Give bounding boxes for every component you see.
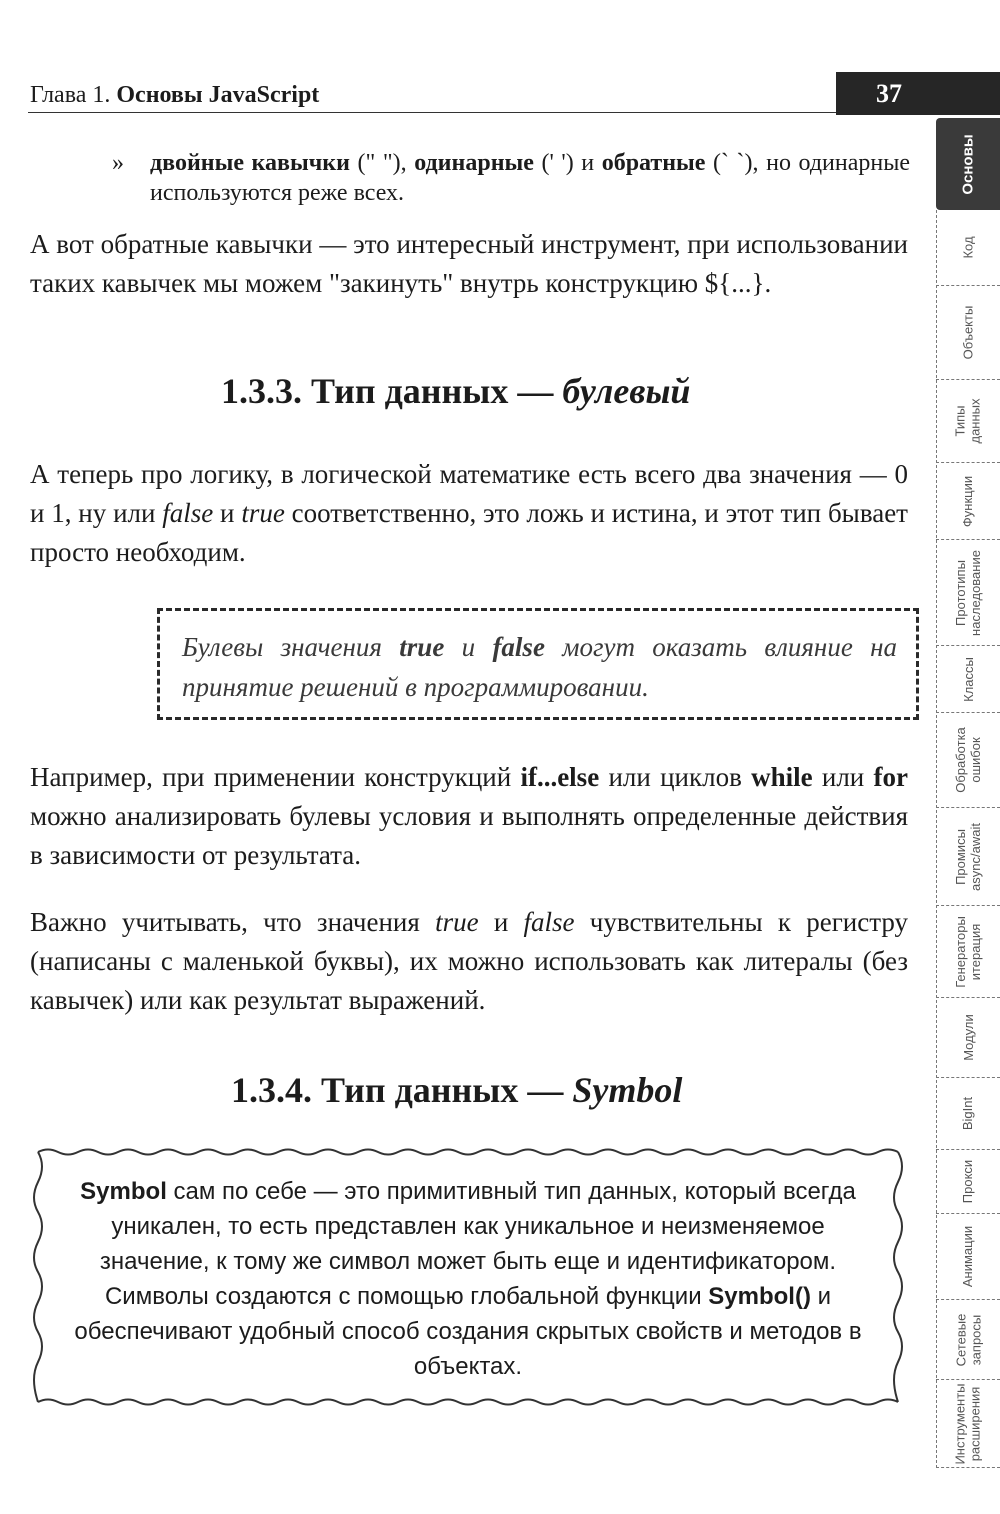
chapter-tab[interactable] xyxy=(936,906,1000,998)
case-false: false xyxy=(523,907,575,937)
case-text-2: и xyxy=(478,907,524,937)
chapter-tab[interactable] xyxy=(936,1150,1000,1214)
chapter-tab-label: Модули xyxy=(960,1014,976,1061)
note-text-3: могут оказать влияние на принятие решений в программировании. xyxy=(182,632,898,702)
chapter-tab-label: Сетевые запросы xyxy=(953,1313,983,1366)
chapter-tab[interactable] xyxy=(936,118,1000,210)
chapter-tab-label: Обработка ошибок xyxy=(953,727,984,793)
paragraph-backticks: А вот обратные кавычки — это интересный инструмент, при использовании таких кавычек мы можем "закинуть" внутрь конструкцию ${...}. xyxy=(30,229,908,298)
definition-text-2: и обеспечивают удобный способ создания скрытых свойств и методов в объектах. xyxy=(74,1283,862,1380)
chapter-tab-label: Типы данных xyxy=(953,398,983,444)
definition-text xyxy=(68,1174,868,1384)
definition-text-1: сам по себе — это примитивный тип данных, который всегда уникален, то есть представлен как уникальное и неизменяемое значение, к тому же символ может быть еще и идентификатором. Символы создаются с помощью глобальной функции xyxy=(99,1178,856,1310)
chapter-tab[interactable] xyxy=(936,998,1000,1078)
section-heading-symbol xyxy=(231,1069,682,1111)
chapter-tab-label: Классы xyxy=(960,656,976,702)
section-heading-prefix: 1.3.4. Тип данных — xyxy=(231,1070,573,1110)
chapter-tab-label: Объекты xyxy=(960,305,976,360)
definition-box xyxy=(28,1146,908,1408)
section-heading-prefix: 1.3.3. Тип данных — xyxy=(221,371,563,411)
chapter-tab[interactable] xyxy=(936,808,1000,906)
chapter-tab-label: Промисы async/await xyxy=(953,822,984,891)
bullet-text-2: (" "), xyxy=(349,150,415,176)
bullet-text-4: (' ') и xyxy=(533,150,602,176)
logic-text-3: соответственно, это ложь и истина, и этот тип бывает просто необходим. xyxy=(30,498,908,567)
page-number-box xyxy=(836,72,1000,115)
chapter-tab[interactable] xyxy=(936,380,1000,463)
chapter-tab[interactable] xyxy=(936,713,1000,808)
note-text xyxy=(182,627,897,707)
note-bold-false: false xyxy=(492,632,545,662)
bullet-item xyxy=(150,148,910,208)
chapter-tab[interactable] xyxy=(936,1078,1000,1150)
chapter-tab-label: Прокси xyxy=(960,1159,976,1204)
chapter-tab[interactable] xyxy=(936,646,1000,713)
chapter-tab[interactable] xyxy=(936,286,1000,380)
page-number: 37 xyxy=(876,79,902,108)
header-rule xyxy=(28,112,836,113)
case-text-1: Важно учитывать, что значения xyxy=(30,907,436,937)
chapter-title: Основы JavaScript xyxy=(116,82,320,108)
logic-false: false xyxy=(162,498,214,528)
paragraph-example xyxy=(30,758,908,875)
chapter-tab-label: BigInt xyxy=(960,1096,976,1131)
chapter-tab-label: Генераторы итерация xyxy=(953,915,984,988)
note-text-1: Булевы значения xyxy=(182,632,400,662)
chapter-tab-label: Код xyxy=(960,236,976,259)
example-ifelse: if...else xyxy=(520,762,600,792)
chapter-tab-label: Анимации xyxy=(960,1225,976,1288)
chapter-tabs xyxy=(936,118,1000,1468)
section-heading-italic: Symbol xyxy=(572,1070,683,1110)
logic-text-1: А теперь про логику, в логической математике есть всего два значения — 0 и 1, ну или xyxy=(30,459,908,528)
example-text-3: или xyxy=(812,762,874,792)
chapter-tab-label: Инструменты расширения xyxy=(953,1382,983,1465)
section-heading-italic: булевый xyxy=(562,371,691,411)
paragraph-case xyxy=(30,903,908,1020)
section-heading-boolean xyxy=(221,370,690,412)
chapter-prefix: Глава 1. xyxy=(30,82,117,108)
example-while: while xyxy=(751,762,813,792)
chapter-tab[interactable] xyxy=(936,1214,1000,1300)
chapter-tab-label: Функции xyxy=(960,475,976,527)
case-text-3: чувствительны к регистру (написаны с маленькой буквы), их можно использовать как литералы (без кавычек) или как результат выражений. xyxy=(30,907,908,1015)
case-true: true xyxy=(435,907,479,937)
definition-bold-symbol-fn: Symbol() xyxy=(708,1283,811,1310)
bullet-bold-3: одинарные xyxy=(414,150,534,176)
example-text-4: можно анализировать булевы условия и выполнять определенные действия в зависимости от результата. xyxy=(30,801,908,870)
chapter-tab-label: Основы xyxy=(959,133,977,195)
logic-text-2: и xyxy=(213,498,242,528)
note-bold-true: true xyxy=(399,632,445,662)
chapter-tab[interactable] xyxy=(936,210,1000,286)
chapter-header xyxy=(30,82,319,109)
logic-true: true xyxy=(241,498,285,528)
chapter-tab[interactable] xyxy=(936,540,1000,646)
bullet-text-6: (` `), но одинарные используются реже всех. xyxy=(150,150,911,206)
chapter-tab[interactable] xyxy=(936,1380,1000,1468)
definition-bold-symbol: Symbol xyxy=(80,1178,167,1205)
example-text-2: или циклов xyxy=(599,762,752,792)
chapter-tab[interactable] xyxy=(936,1300,1000,1380)
example-for: for xyxy=(873,762,908,792)
example-text-1: Например, при применении конструкций xyxy=(30,762,521,792)
bullet-marker: » xyxy=(112,150,124,176)
chapter-tab-label: Прототипы наследование xyxy=(953,549,984,636)
chapter-tab[interactable] xyxy=(936,463,1000,540)
note-box xyxy=(157,608,919,720)
paragraph-logic xyxy=(30,455,908,572)
bullet-bold-5: обратные xyxy=(601,150,706,176)
note-text-2: и xyxy=(444,632,493,662)
bullet-bold-1: двойные кавычки xyxy=(150,150,350,176)
